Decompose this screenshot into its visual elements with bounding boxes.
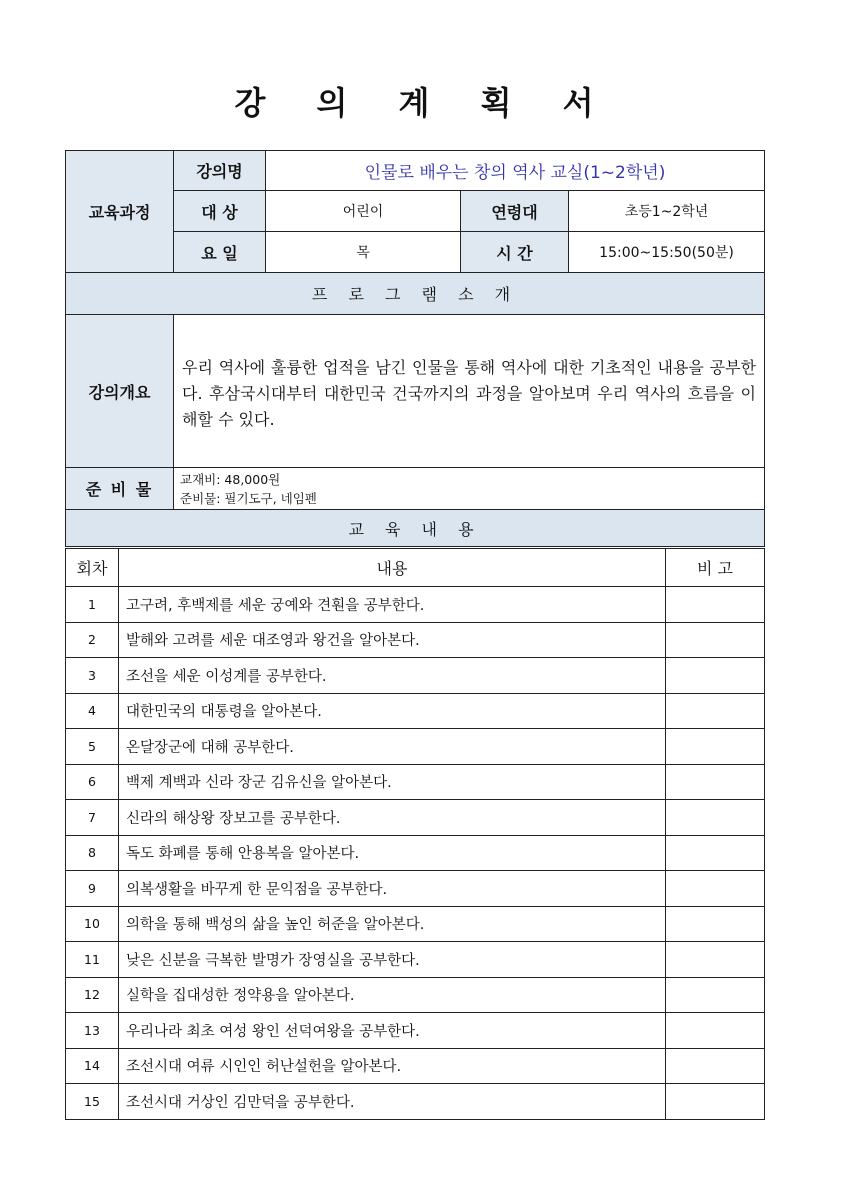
session-content: 우리나라 최초 여성 왕인 선덕여왕을 공부한다. [119, 1013, 666, 1049]
session-number: 9 [66, 871, 119, 907]
target-label: 대 상 [174, 191, 266, 232]
time-value: 15:00~15:50(50분) [569, 232, 765, 273]
session-header: 회차 [66, 549, 119, 587]
session-note [666, 622, 765, 658]
table-row [66, 800, 765, 836]
curriculum-label: 교육과정 [66, 151, 174, 273]
session-number: 11 [66, 942, 119, 978]
materials-items: 준비물: 필기도구, 네임펜 [180, 490, 317, 506]
session-content: 발해와 고려를 세운 대조영과 왕건을 알아본다. [119, 622, 666, 658]
table-row [66, 942, 765, 978]
table-row [66, 1048, 765, 1084]
table-row [66, 1013, 765, 1049]
session-note [666, 871, 765, 907]
day-value: 목 [266, 232, 461, 273]
course-name-value: 인물로 배우는 창의 역사 교실(1~2학년) [266, 151, 765, 191]
session-note [666, 764, 765, 800]
age-value: 초등1~2학년 [569, 191, 765, 232]
session-number: 3 [66, 658, 119, 694]
target-value: 어린이 [266, 191, 461, 232]
session-content: 의학을 통해 백성의 삶을 높인 허준을 알아본다. [119, 906, 666, 942]
session-content: 온달장군에 대해 공부한다. [119, 729, 666, 765]
session-note [666, 906, 765, 942]
session-note [666, 800, 765, 836]
session-content: 독도 화폐를 통해 안용복을 알아본다. [119, 835, 666, 871]
session-content: 대한민국의 대통령을 알아본다. [119, 693, 666, 729]
table-row [66, 871, 765, 907]
session-note [666, 835, 765, 871]
session-note [666, 1013, 765, 1049]
table-row [66, 906, 765, 942]
age-label: 연령대 [461, 191, 569, 232]
session-number: 1 [66, 587, 119, 623]
session-note [666, 1084, 765, 1120]
session-number: 4 [66, 693, 119, 729]
session-number: 10 [66, 906, 119, 942]
curriculum-table [65, 150, 765, 547]
session-note [666, 977, 765, 1013]
table-row [66, 835, 765, 871]
education-content-table [65, 548, 765, 1120]
time-label: 시 간 [461, 232, 569, 273]
session-content: 신라의 해상왕 장보고를 공부한다. [119, 800, 666, 836]
session-content: 고구려, 후백제를 세운 궁예와 견훤을 공부한다. [119, 587, 666, 623]
program-intro-banner: 프 로 그 램 소 개 [66, 273, 765, 315]
table-row [66, 729, 765, 765]
table-row [66, 764, 765, 800]
table-row [66, 693, 765, 729]
materials-cell [174, 468, 765, 510]
content-header: 내용 [119, 549, 666, 587]
overview-label: 강의개요 [66, 315, 174, 468]
session-number: 7 [66, 800, 119, 836]
session-number: 8 [66, 835, 119, 871]
session-number: 6 [66, 764, 119, 800]
session-content: 조선시대 거상인 김만덕을 공부한다. [119, 1084, 666, 1120]
session-note [666, 942, 765, 978]
session-content: 백제 계백과 신라 장군 김유신을 알아본다. [119, 764, 666, 800]
session-note [666, 693, 765, 729]
session-number: 15 [66, 1084, 119, 1120]
session-note [666, 1048, 765, 1084]
document-title: 강 의 계 획 서 [234, 84, 614, 122]
session-number: 14 [66, 1048, 119, 1084]
table-row [66, 622, 765, 658]
session-number: 5 [66, 729, 119, 765]
session-content: 낮은 신분을 극복한 발명가 장영실을 공부한다. [119, 942, 666, 978]
session-content: 조선을 세운 이성계를 공부한다. [119, 658, 666, 694]
session-note [666, 729, 765, 765]
materials-fee: 교재비: 48,000원 [180, 471, 281, 487]
table-row [66, 587, 765, 623]
course-name-label: 강의명 [174, 151, 266, 191]
session-number: 13 [66, 1013, 119, 1049]
session-number: 2 [66, 622, 119, 658]
session-content: 실학을 집대성한 정약용을 알아본다. [119, 977, 666, 1013]
session-content: 조선시대 여류 시인인 허난설헌을 알아본다. [119, 1048, 666, 1084]
table-row [66, 658, 765, 694]
table-row [66, 1084, 765, 1120]
session-note [666, 658, 765, 694]
materials-label: 준 비 물 [66, 468, 174, 510]
session-number: 12 [66, 977, 119, 1013]
session-note [666, 587, 765, 623]
education-content-banner: 교 육 내 용 [66, 510, 765, 547]
session-content: 의복생활을 바꾸게 한 문익점을 공부한다. [119, 871, 666, 907]
day-label: 요 일 [174, 232, 266, 273]
table-row [66, 977, 765, 1013]
overview-text: 우리 역사에 훌륭한 업적을 남긴 인물을 통해 역사에 대한 기초적인 내용을 공부한다. 후삼국시대부터 대한민국 건국까지의 과정을 알아보며 우리 역사의 흐름을 이해할 수 있다. [174, 315, 765, 468]
note-header: 비 고 [666, 549, 765, 587]
